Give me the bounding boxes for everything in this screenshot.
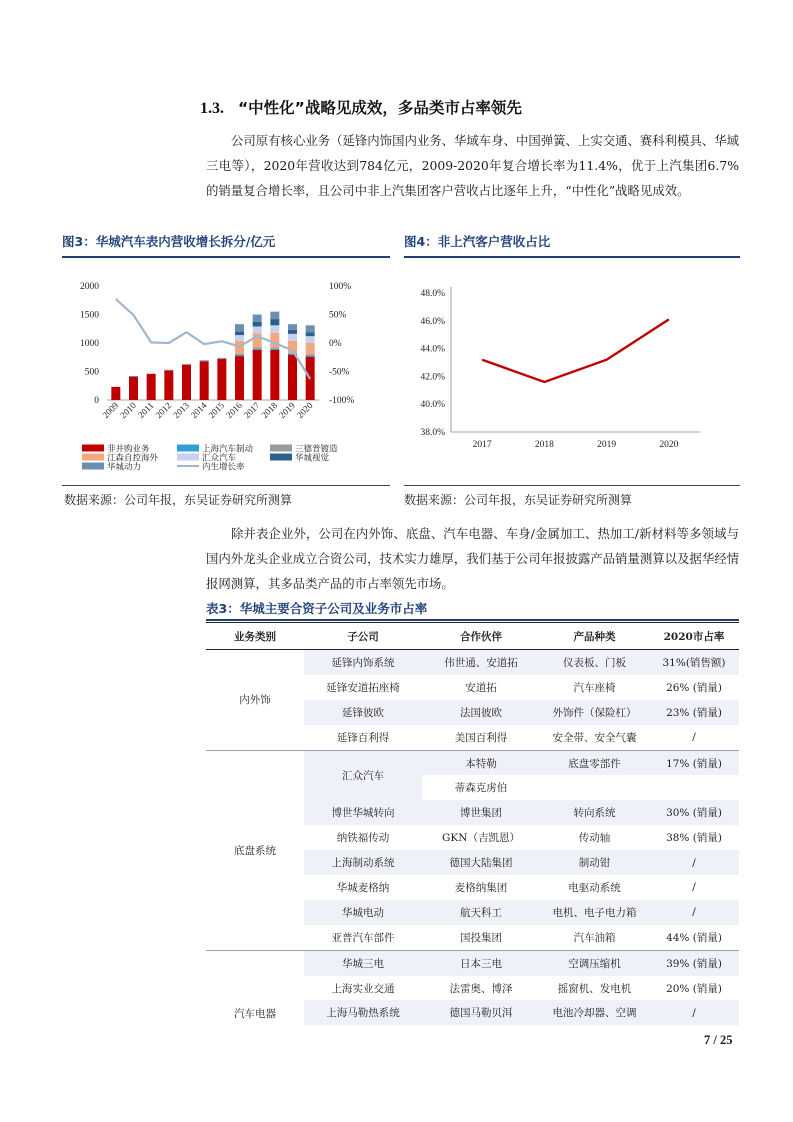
x-tick-label: 2020 bbox=[294, 400, 315, 421]
cell-share: 20% (销量) bbox=[666, 982, 722, 995]
bar-segment bbox=[306, 343, 315, 354]
bar-segment bbox=[270, 348, 279, 349]
figure-3-title: 图3：华城汽车表内营收增长拆分/亿元 bbox=[62, 234, 276, 249]
cell-subsidiary: 汇众汽车 bbox=[304, 750, 422, 800]
legend-label: 三德普镀造 bbox=[295, 443, 338, 454]
bar-segment bbox=[182, 365, 191, 400]
x-tick-label: 2015 bbox=[206, 400, 227, 421]
header-market-share: 2020市占率 bbox=[649, 623, 739, 650]
bar-segment bbox=[164, 370, 173, 400]
cell-share: / bbox=[649, 850, 739, 875]
bar-segment bbox=[182, 364, 191, 365]
cell-subsidiary: 华城电动 bbox=[304, 900, 422, 925]
bar-segment bbox=[288, 334, 297, 341]
bar-segment bbox=[306, 354, 315, 355]
non-saic-share-line bbox=[482, 319, 669, 382]
cell-product: 外饰件（保险杠） bbox=[540, 700, 649, 725]
figure-3-bottom-rule bbox=[62, 485, 390, 486]
table-3 bbox=[206, 622, 739, 1025]
cell-partner: GKN（吉凯恩） bbox=[442, 832, 520, 845]
bar-segment bbox=[235, 324, 244, 331]
legend-label: 华城动力 bbox=[107, 461, 142, 472]
bar-segment bbox=[235, 332, 244, 335]
legend-swatch bbox=[270, 445, 292, 452]
table-row bbox=[206, 650, 739, 675]
y-tick-label: 500 bbox=[84, 367, 99, 378]
table-3-title-rule bbox=[206, 619, 739, 621]
bar-segment bbox=[253, 326, 262, 333]
legend-label: 江森自控海外 bbox=[107, 452, 159, 463]
bar-segment bbox=[306, 356, 315, 357]
bar-segment bbox=[200, 360, 209, 361]
bar-segment bbox=[288, 355, 297, 400]
bar-segment bbox=[288, 324, 297, 330]
cell-product: 安全带、安全气囊 bbox=[552, 731, 637, 744]
cell-subsidiary: 延锋百利得 bbox=[336, 731, 390, 744]
y-tick-label: 1500 bbox=[80, 310, 99, 321]
page-number: 7 / 25 bbox=[704, 1033, 733, 1047]
bar-segment bbox=[270, 319, 279, 325]
cell-subsidiary: 华城三电 bbox=[304, 950, 422, 975]
x-tick-label: 2017 bbox=[472, 440, 492, 450]
cell-share: 31%(销售额) bbox=[649, 650, 739, 675]
section-number: 1.3. bbox=[200, 100, 224, 117]
x-tick-label: 2009 bbox=[100, 400, 121, 421]
cell-share: / bbox=[649, 900, 739, 925]
cell-subsidiary: 上海马勒热系统 bbox=[304, 1000, 422, 1025]
group-interior: 内外饰 bbox=[206, 650, 304, 751]
paragraph-2: 除并表企业外，公司在内外饰、底盘、汽车电器、车身/金属加工、热加工/新材料等多领域与国内外龙头企业成立合资公司，技术实力雄厚，我们基于公司年报披露产品销量测算以及据华经情报网测算，其多品类产品的市占率领先市场。 bbox=[206, 526, 739, 591]
cell-subsidiary: 延锋安道拓座椅 bbox=[326, 681, 400, 694]
y-tick-label: 48.0% bbox=[420, 289, 445, 299]
cell-partner: 安道拓 bbox=[465, 681, 497, 694]
table-header-row bbox=[206, 623, 739, 650]
cell-partner: 德国大陆集团 bbox=[422, 850, 540, 875]
header-partner: 合作伙伴 bbox=[422, 623, 540, 650]
legend-label: 非并购业务 bbox=[107, 443, 150, 454]
x-tick-label: 2017 bbox=[241, 400, 262, 421]
cell-subsidiary: 博世华城转向 bbox=[304, 800, 422, 825]
cell-share: / bbox=[692, 731, 696, 744]
cell-product: 仪表板、门板 bbox=[540, 650, 649, 675]
bar-segment bbox=[253, 315, 262, 322]
y2-tick-label: 50% bbox=[329, 310, 347, 321]
bar-segment bbox=[200, 361, 209, 400]
bar-segment bbox=[306, 336, 315, 343]
table-row bbox=[206, 950, 739, 975]
x-tick-label: 2010 bbox=[118, 400, 138, 421]
legend-swatch bbox=[82, 463, 104, 470]
growth-rate-line bbox=[116, 299, 310, 379]
x-tick-label: 2011 bbox=[136, 400, 156, 420]
x-tick-label: 2018 bbox=[534, 440, 554, 450]
header-product: 产品种类 bbox=[540, 623, 649, 650]
figure-4-source: 数据来源：公司年报，东吴证券研究所测算 bbox=[404, 493, 633, 507]
cell-product bbox=[540, 775, 649, 800]
y-tick-label: 44.0% bbox=[420, 344, 445, 355]
cell-partner: 日本三电 bbox=[422, 950, 540, 975]
bar-segment bbox=[235, 355, 244, 356]
cell-subsidiary: 纳铁福传动 bbox=[336, 832, 390, 845]
y-tick-label: 1000 bbox=[80, 339, 99, 349]
bar-segment bbox=[129, 376, 138, 377]
cell-share: 38% (销量) bbox=[666, 832, 722, 845]
x-tick-label: 2013 bbox=[171, 400, 191, 421]
cell-product: 底盘零部件 bbox=[540, 750, 649, 775]
bar-segment bbox=[253, 350, 262, 400]
x-tick-label: 2019 bbox=[277, 400, 297, 421]
legend-swatch bbox=[177, 454, 199, 461]
bar-segment bbox=[129, 377, 138, 400]
bar-segment bbox=[270, 349, 279, 350]
y-tick-label: 2000 bbox=[80, 282, 99, 292]
y-tick-label: 46.0% bbox=[420, 316, 445, 327]
bar-segment bbox=[270, 325, 279, 332]
y2-tick-label: 100% bbox=[329, 282, 352, 292]
cell-share: 17% (销量) bbox=[649, 750, 739, 775]
cell-share bbox=[649, 775, 739, 800]
cell-subsidiary: 上海实业交通 bbox=[331, 982, 395, 995]
cell-subsidiary: 延锋内饰系统 bbox=[304, 650, 422, 675]
x-tick-label: 2018 bbox=[259, 400, 280, 421]
bar-segment bbox=[200, 361, 209, 362]
y-tick-label: 40.0% bbox=[420, 400, 445, 411]
table-row bbox=[206, 750, 739, 775]
x-tick-label: 2012 bbox=[153, 400, 174, 421]
bar-segment bbox=[111, 387, 120, 400]
cell-partner: 国投集团 bbox=[460, 931, 502, 944]
x-tick-label: 2020 bbox=[659, 440, 679, 450]
legend-swatch bbox=[82, 445, 104, 452]
group-electrical: 汽车电器 bbox=[206, 950, 304, 1025]
legend-label: 内生增长率 bbox=[202, 461, 245, 472]
bar-segment bbox=[306, 332, 315, 336]
cell-product: 电池冷却器、空调 bbox=[540, 1000, 649, 1025]
cell-subsidiary: 延锋彼欧 bbox=[304, 700, 422, 725]
y-tick-label: 38.0% bbox=[420, 428, 445, 438]
x-tick-label: 2016 bbox=[224, 400, 244, 421]
figure-4-bottom-rule bbox=[404, 485, 740, 486]
paragraph-1: 公司原有核心业务（延锋内饰国内业务、华域车身、中国弹簧、上实交通、赛科利模具、华域三电等），2020年营收达到784亿元，2009-2020年复合增长率为11.4%，优于上汽集团6.7%的销量复合增长率，且公司中非上汽集团客户营收占比逐年上升，“中性化”战略见成效。 bbox=[206, 133, 740, 198]
bar-segment bbox=[235, 335, 244, 341]
y2-tick-label: -50% bbox=[329, 367, 350, 378]
cell-product: 传动轴 bbox=[578, 832, 611, 845]
cell-product: 制动钳 bbox=[540, 850, 649, 875]
cell-partner: 麦格纳集团 bbox=[454, 881, 508, 894]
legend-swatch bbox=[270, 454, 292, 461]
cell-product: 汽车油箱 bbox=[573, 931, 616, 944]
bar-segment bbox=[253, 322, 262, 327]
header-category: 业务类别 bbox=[206, 623, 304, 650]
section-title: “中性化”战略见成效，多品类市占率领先 bbox=[238, 99, 522, 117]
cell-partner: 本特勒 bbox=[422, 750, 540, 775]
cell-partner: 伟世通、安道拓 bbox=[422, 650, 540, 675]
cell-product: 转向系统 bbox=[540, 800, 649, 825]
legend-swatch bbox=[177, 445, 199, 452]
bar-segment bbox=[253, 349, 262, 350]
legend-label: 汇众汽车 bbox=[202, 452, 237, 463]
cell-subsidiary: 亚普汽车部件 bbox=[331, 931, 395, 944]
section-heading bbox=[200, 96, 522, 118]
group-chassis: 底盘系统 bbox=[206, 750, 304, 950]
cell-share: 39% (销量) bbox=[649, 950, 739, 975]
figure-3-top-rule bbox=[62, 256, 390, 258]
legend-label: 上海汽车制动 bbox=[202, 443, 254, 454]
figure-4-title: 图4：非上汽客户营收占比 bbox=[404, 234, 551, 249]
header-subsidiary: 子公司 bbox=[304, 623, 422, 650]
cell-share: / bbox=[692, 881, 696, 894]
legend-swatch bbox=[82, 454, 104, 461]
bar-segment bbox=[217, 358, 226, 359]
figure-4-top-rule bbox=[404, 256, 740, 258]
x-tick-label: 2014 bbox=[188, 400, 209, 421]
cell-partner: 法国彼欧 bbox=[422, 700, 540, 725]
cell-share: 23% (销量) bbox=[649, 700, 739, 725]
table-3-title: 表3：华城主要合资子公司及业务市占率 bbox=[206, 601, 428, 616]
figure-3-chart bbox=[62, 260, 390, 482]
cell-share: 26% (销量) bbox=[666, 681, 722, 694]
bar-segment bbox=[270, 312, 279, 319]
cell-subsidiary: 上海制动系统 bbox=[304, 850, 422, 875]
cell-product: 空调压缩机 bbox=[540, 950, 649, 975]
bar-segment bbox=[164, 370, 173, 371]
y-tick-label: 42.0% bbox=[420, 372, 445, 383]
cell-product: 汽车座椅 bbox=[573, 681, 616, 694]
bar-segment bbox=[270, 350, 279, 400]
cell-partner: 航天科工 bbox=[422, 900, 540, 925]
cell-product: 电机、电子电力箱 bbox=[540, 900, 649, 925]
x-tick-label: 2019 bbox=[597, 440, 617, 450]
figure-4-chart bbox=[404, 260, 740, 482]
y-tick-label: 0 bbox=[94, 396, 99, 406]
cell-share: 30% (销量) bbox=[649, 800, 739, 825]
bar-segment bbox=[253, 348, 262, 349]
y2-tick-label: -100% bbox=[329, 396, 355, 406]
cell-partner: 法雷奥、博泽 bbox=[449, 982, 513, 995]
cell-partner: 德国马勒贝洱 bbox=[422, 1000, 540, 1025]
bar-segment bbox=[147, 374, 156, 400]
figure-3-source: 数据来源：公司年报，东吴证券研究所测算 bbox=[64, 493, 293, 507]
legend-label: 华城视觉 bbox=[295, 452, 330, 463]
cell-subsidiary: 华城麦格纳 bbox=[336, 881, 390, 894]
bar-segment bbox=[306, 325, 315, 332]
cell-share: / bbox=[649, 1000, 739, 1025]
y2-tick-label: 0% bbox=[329, 339, 342, 349]
cell-partner: 蒂森克虏伯 bbox=[454, 782, 508, 795]
bar-segment bbox=[217, 358, 226, 359]
cell-partner: 美国百利得 bbox=[454, 731, 508, 744]
cell-share: 44% (销量) bbox=[666, 931, 722, 944]
cell-partner: 博世集团 bbox=[422, 800, 540, 825]
cell-product: 摇窗机、发电机 bbox=[557, 982, 632, 995]
cell-product: 电驱动系统 bbox=[568, 881, 621, 894]
bar-segment bbox=[288, 330, 297, 334]
bar-segment bbox=[217, 359, 226, 400]
bar-segment bbox=[235, 354, 244, 355]
bar-segment bbox=[235, 356, 244, 400]
